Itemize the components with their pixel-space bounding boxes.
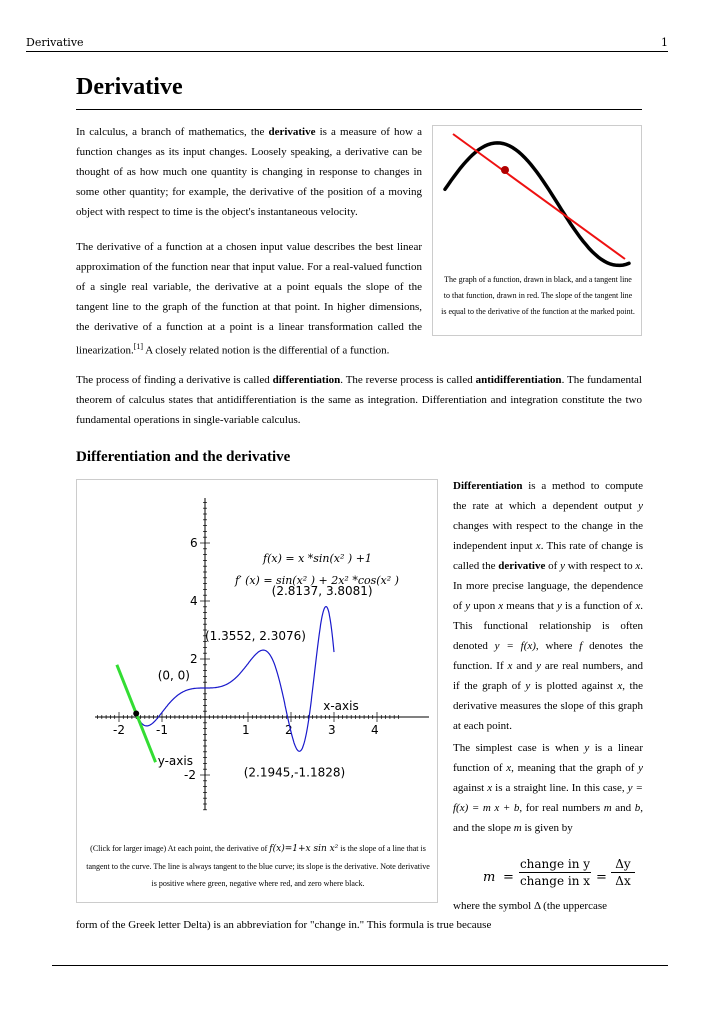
- section-heading: Differentiation and the derivative: [76, 449, 291, 465]
- figure-1-caption: The graph of a function, drawn in black, and a tangent line to that function, drawn in red. The slope of the tangent line is equal to the derivative of the function at the marked point.: [441, 275, 635, 316]
- intro-paragraph-2: The derivative of a function at a chosen input value describes the best linear approximation of the function near that input value. For a real-valued function of a single real variable, the derivative at a point equals the slope of the tangent line to the graph of the function at that point. In higher dimensions, the derivative of a function at a point is a linear transformation called the linearization.[1] A closely related notion is the differential of a function.: [76, 241, 422, 357]
- equation-f: f(x) = x *sin(x² ) +1: [263, 552, 372, 565]
- equation-fprime: f′ (x) = sin(x² ) + 2x² *cos(x² ): [235, 574, 399, 587]
- derivative-figure[interactable]: [76, 479, 438, 903]
- y-tick-label: 4: [190, 594, 198, 608]
- y-tick-label: -2: [184, 768, 196, 782]
- y-tick-label: 6: [190, 536, 198, 550]
- annotation-min: (2.1945,-1.1828): [243, 765, 346, 780]
- term-differentiation: differentiation: [272, 374, 341, 386]
- x-tick-label: -2: [113, 723, 125, 737]
- footer-rule: [52, 965, 668, 966]
- y-axis-label: y-axis: [157, 753, 193, 768]
- tangent-line: [453, 134, 625, 259]
- tangent-point: [501, 166, 509, 174]
- tangent-point: [133, 710, 139, 716]
- y-tick-label: 2: [190, 652, 198, 666]
- section-paragraph-3-line1: where the symbol Δ (the uppercase: [453, 900, 607, 912]
- annotation-local-max: (1.3552, 2.3076): [205, 629, 306, 644]
- intro-paragraph-1: In calculus, a branch of mathematics, the derivative is a measure of how a function changes as its input changes. Loosely speaking, a derivative can be thought of as how much one quantity is changing in response to changes in some other quantity; for example, the derivative of the position of a moving object with respect to time is the object's instantaneous velocity.: [76, 126, 422, 218]
- term-derivative: derivative: [268, 126, 316, 138]
- intro-paragraph-3: The process of finding a derivative is called differentiation. The reverse process is called antidifferentiation. The fundamental theorem of calculus states that antidifferentiation is the same as integration. Differentiation and integration constitute the two fundamental operations in single-variable calculus.: [76, 374, 642, 426]
- x-axis-label: x-axis: [323, 698, 359, 713]
- plot-axes: [95, 498, 429, 810]
- term-antidifferentiation: antidifferentiation: [475, 374, 562, 386]
- header-title: Derivative: [26, 36, 84, 49]
- figure-2-caption: (Click for larger image) At each point, the derivative of f(x)=1+x sin x² is the slope of a line that is tangent to the curve. The line is always tangent to the blue curve; its slope is the derivative. Note derivative is positive where green, negative where red, and zero where black.: [86, 844, 430, 888]
- derivative-plot: [77, 480, 437, 838]
- section-paragraph-3: form of the Greek letter Delta) is an abbreviation for "change in." This formula is true because: [76, 919, 492, 931]
- function-curve: [445, 143, 629, 266]
- x-tick-label: -1: [156, 723, 168, 737]
- page-number: 1: [661, 36, 668, 49]
- section-paragraph-1: Differentiation is a method to compute the rate at which a dependent output y changes with respect to the change in the independent input x. This rate of change is called the derivative of y with respect to x. In more precise language, the dependence of y upon x means that y is a function of x. This functional relationship is often denoted y = f(x), where f denotes the function. If x and y are real numbers, and if the graph of y is plotted against x, the derivative measures the slope of this graph at each point.: [453, 480, 643, 732]
- x-tick-label: 2: [285, 723, 293, 737]
- header-rule: [26, 51, 668, 52]
- section-paragraph-2: The simplest case is when y is a linear function of x, meaning that the graph of y against x is a straight line. In this case, y = f(x) = m x + b, for real numbers m and b, and the slope m is given by: [453, 742, 643, 834]
- x-tick-label: 4: [371, 723, 379, 737]
- tangent-figure-plot: [433, 126, 641, 271]
- fraction-words: change in y change in x: [519, 857, 591, 888]
- annotation-origin: (0, 0): [157, 668, 190, 683]
- caption-formula: f(x)=1+x sin x²: [269, 844, 339, 854]
- fraction-delta: Δy Δx: [611, 857, 635, 888]
- x-tick-label: 3: [328, 723, 336, 737]
- x-tick-label: 1: [242, 723, 250, 737]
- title-rule: [76, 109, 642, 110]
- reference-link[interactable]: [1]: [133, 342, 144, 351]
- running-header: [26, 36, 668, 50]
- page-title: Derivative: [76, 74, 183, 100]
- tangent-figure[interactable]: [432, 125, 642, 336]
- annotation-max: (2.8137, 3.8081): [271, 584, 373, 599]
